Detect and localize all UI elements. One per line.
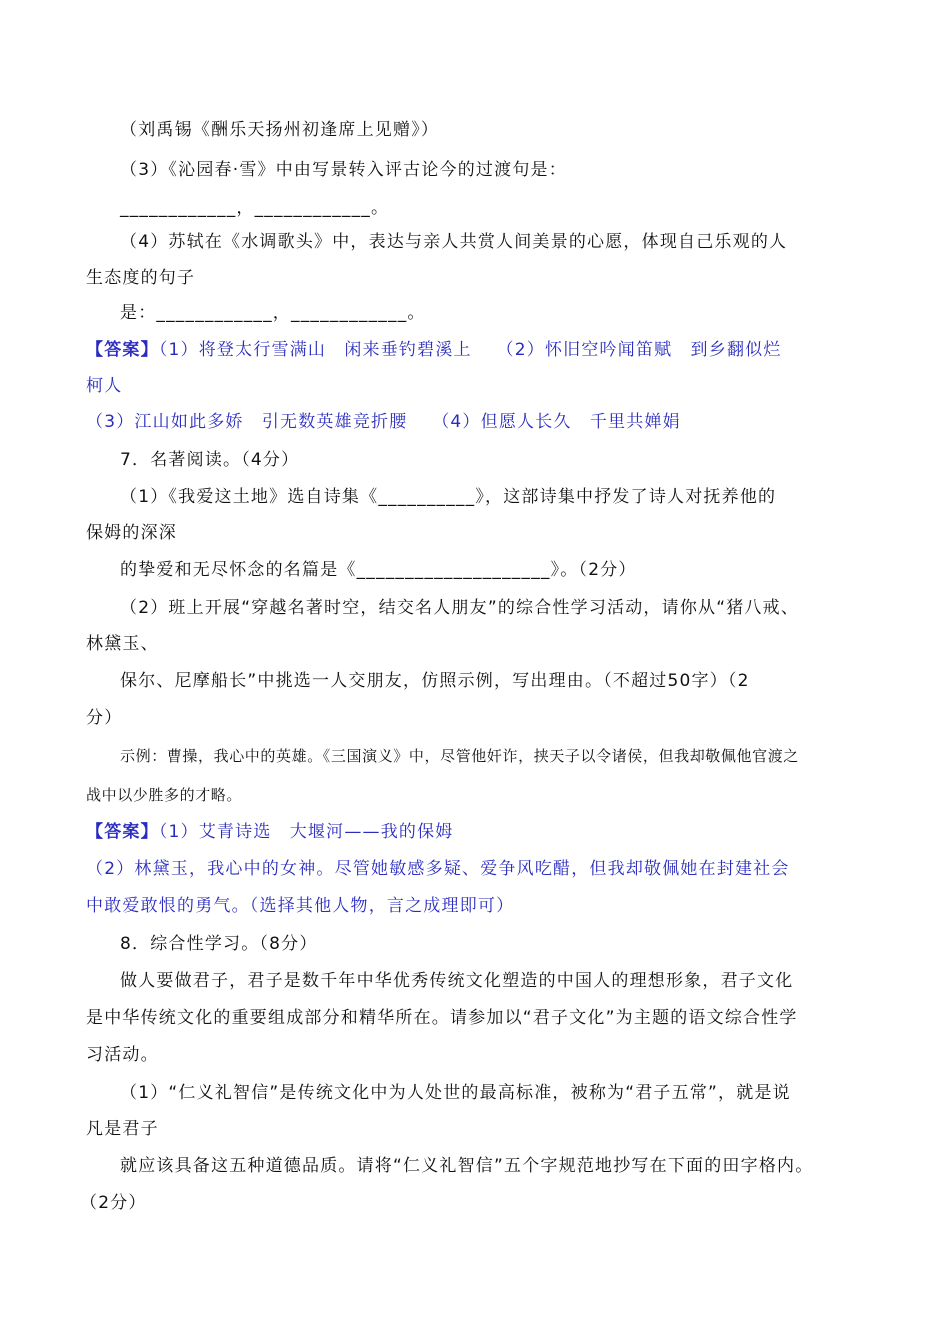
question-8: 8．综合性学习。（8分）	[120, 934, 318, 954]
answer-text: 柯人	[86, 376, 123, 396]
text-line: 保尔、尼摩船长”中挑选一人交朋友，仿照示例，写出理由。（不超过50字）（2	[120, 671, 750, 691]
question-3: （3）《沁园春·雪》中由写景转入评古论今的过渡句是：	[120, 160, 567, 180]
answer-line	[86, 338, 782, 362]
blank-line: ____________，____________。	[120, 198, 390, 218]
answer-text: （1）艾青诗选 大堰河——我的保姆	[158, 822, 454, 842]
paragraph-line: 习活动。	[86, 1045, 159, 1065]
answer-text: （3）江山如此多娇 引无数英雄竞折腰 （4）但愿人长久 千里共婵娟	[86, 412, 681, 432]
answer-line	[86, 820, 454, 844]
text-line: 就应该具备这五种道德品质。请将“仁义礼智信”五个字规范地抄写在下面的田字格内。	[120, 1156, 814, 1176]
paragraph-line: 做人要做君子，君子是数千年中华优秀传统文化塑造的中国人的理想形象，君子文化	[120, 971, 794, 991]
question-7-2: （2）班上开展“穿越名著时空，结交名人朋友”的综合性学习活动，请你从“猪八戒、	[120, 598, 800, 618]
text-line: 的挚爱和无尽怀念的名篇是《____________________》。（2分）	[120, 560, 637, 580]
question-4: （4）苏轼在《水调歌头》中，表达与亲人共赏人间美景的心愿，体现自己乐观的人	[120, 232, 788, 252]
example-text: 战中以少胜多的才略。	[86, 786, 243, 804]
question-8-1: （1）“仁义礼智信”是传统文化中为人处世的最高标准，被称为“君子五常”，就是说	[120, 1083, 791, 1103]
blank-line: 是：____________，____________。	[120, 303, 426, 323]
example-text: 示例：曹操，我心中的英雄。《三国演义》中，尽管他奸诈，挟天子以令诸侯，但我却敬佩他官渡之	[120, 747, 799, 765]
text-line: （2分）	[80, 1193, 147, 1213]
text-line: 保姆的深深	[86, 523, 177, 543]
text-line: 分）	[86, 708, 123, 728]
answer-text: （2）林黛玉，我心中的女神。尽管她敏感多疑、爱争风吃醋，但我却敬佩她在封建社会	[86, 859, 790, 879]
question-7: 7．名著阅读。（4分）	[120, 450, 300, 470]
answer-tag: 【答案】	[86, 822, 159, 842]
text-line: 凡是君子	[86, 1119, 159, 1139]
answer-text: 中敢爱敢恨的勇气。（选择其他人物，言之成理即可）	[86, 896, 515, 916]
paragraph-line: 是中华传统文化的重要组成部分和精华所在。请参加以“君子文化”为主题的语文综合性学	[86, 1008, 798, 1028]
answer-text: （1）将登太行雪满山 闲来垂钓碧溪上 （2）怀旧空吟闻笛赋 到乡翻似烂	[158, 340, 782, 360]
text-line: 生态度的句子	[86, 268, 196, 288]
text-line: （刘禹锡《酬乐天扬州初逢席上见赠》）	[120, 120, 440, 140]
answer-tag: 【答案】	[86, 340, 159, 360]
question-7-1: （1）《我爱这土地》选自诗集《__________》，这部诗集中抒发了诗人对抚养他的	[120, 487, 777, 507]
text-line: 林黛玉、	[86, 634, 159, 654]
